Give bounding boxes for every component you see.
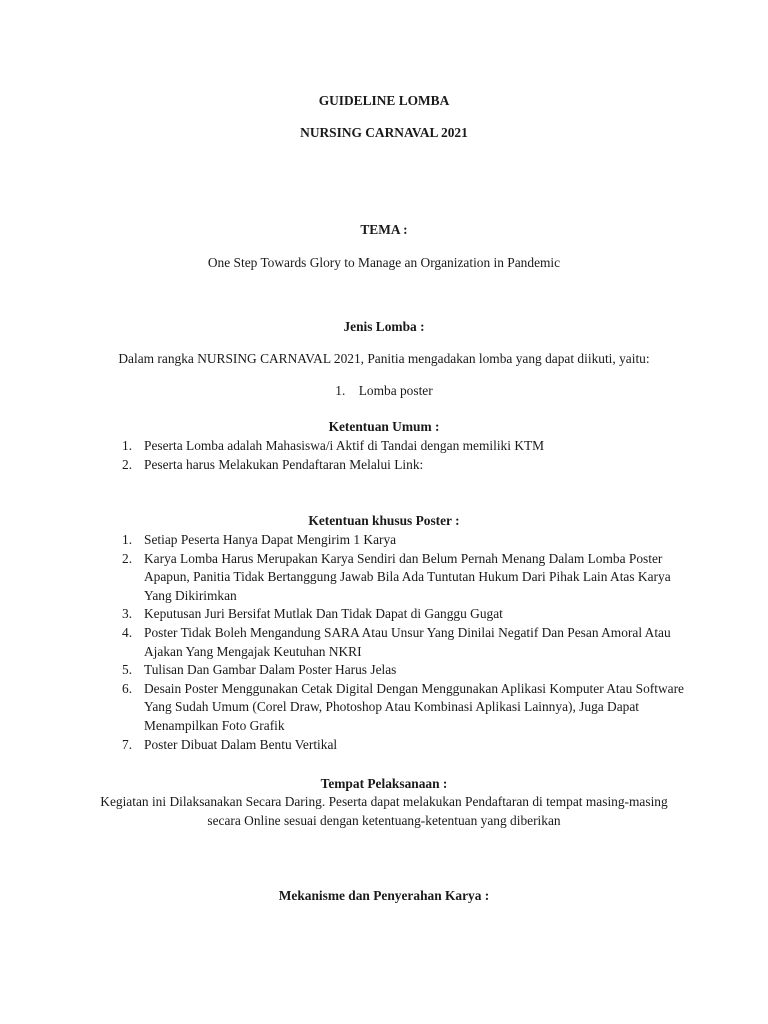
list-number: 6. [122, 680, 133, 696]
list-number: 1. [335, 383, 346, 398]
list-item [118, 456, 698, 475]
ketentuan-khusus-heading: Ketentuan khusus Poster : [308, 513, 460, 528]
ketentuan-umum-heading: Ketentuan Umum : [328, 419, 440, 434]
list-text: Keputusan Juri Bersifat Mutlak Dan Tidak Dapat di Ganggu Gugat [144, 606, 503, 622]
list-number: 7. [122, 736, 133, 752]
list-item [118, 531, 698, 550]
jenis-lomba-intro: Dalam rangka NURSING CARNAVAL 2021, Panitia mengadakan lomba yang dapat diikuti, yaitu: [118, 351, 650, 366]
list-number: 2. [122, 456, 133, 472]
tempat-heading: Tempat Pelaksanaan : [320, 776, 448, 791]
tempat-text-line1: Kegiatan ini Dilaksanakan Secara Daring. Peserta dapat melakukan Pendaftaran di tempat masing-masing [100, 794, 668, 809]
list-text: Poster Dibuat Dalam Bentu Vertikal [144, 736, 338, 752]
list-number: 1. [122, 532, 133, 547]
list-number: 4. [122, 624, 133, 640]
list-text: Setiap Peserta Hanya Dapat Mengirim 1 Karya [144, 532, 397, 547]
list-item [118, 605, 698, 624]
guideline-title: GUIDELINE LOMBA [318, 93, 450, 108]
list-item [118, 680, 698, 736]
event-title: NURSING CARNAVAL 2021 [300, 125, 468, 140]
jenis-lomba-heading: Jenis Lomba : [343, 319, 425, 334]
list-number: 5. [122, 662, 133, 678]
list-text: Tulisan Dan Gambar Dalam Poster Harus Jelas [144, 662, 397, 678]
tema-text: One Step Towards Glory to Manage an Organization in Pandemic [207, 255, 561, 270]
tempat-text-line2: secara Online sesuai dengan ketentuang-ketentuan yang diberikan [207, 813, 561, 828]
list-text: Desain Poster Menggunakan Cetak Digital Dengan Menggunakan Aplikasi Komputer Atau Software Yang Sudah Umum (Corel Draw, Photoshop Atau Kombinasi Aplikasi Lainnya), Juga Dapat Menampilkan Foto Grafik [144, 680, 684, 733]
ketentuan-umum-list [118, 437, 698, 474]
list-text: Poster Tidak Boleh Mengandung SARA Atau Unsur Yang Dinilai Negatif Dan Pesan Amoral Atau Ajakan Yang Mengajak Keutuhan NKRI [144, 624, 671, 659]
list-text: Lomba poster [358, 383, 433, 398]
list-text: Karya Lomba Harus Merupakan Karya Sendiri dan Belum Pernah Menang Dalam Lomba Poster Apapun, Panitia Tidak Bertanggung Jawab Bila Ada Tuntutan Hukum Dari Pihak Lain Atas Karya Yang Dikirimkan [144, 550, 671, 603]
mekanisme-heading: Mekanisme dan Penyerahan Karya : [278, 888, 490, 903]
jenis-lomba-item [0, 383, 768, 399]
tema-heading: TEMA : [360, 222, 408, 237]
list-text: Peserta Lomba adalah Mahasiswa/i Aktif di Tandai dengan memiliki KTM [144, 438, 545, 453]
ketentuan-khusus-list [118, 531, 698, 754]
list-item [118, 550, 698, 606]
list-item [118, 437, 698, 456]
list-item [118, 661, 698, 680]
list-number: 3. [122, 606, 133, 622]
list-number: 2. [122, 550, 133, 566]
list-item [118, 624, 698, 661]
list-item [118, 736, 698, 755]
list-text: Peserta harus Melakukan Pendaftaran Melalui Link: [144, 456, 424, 472]
list-number: 1. [122, 438, 133, 453]
